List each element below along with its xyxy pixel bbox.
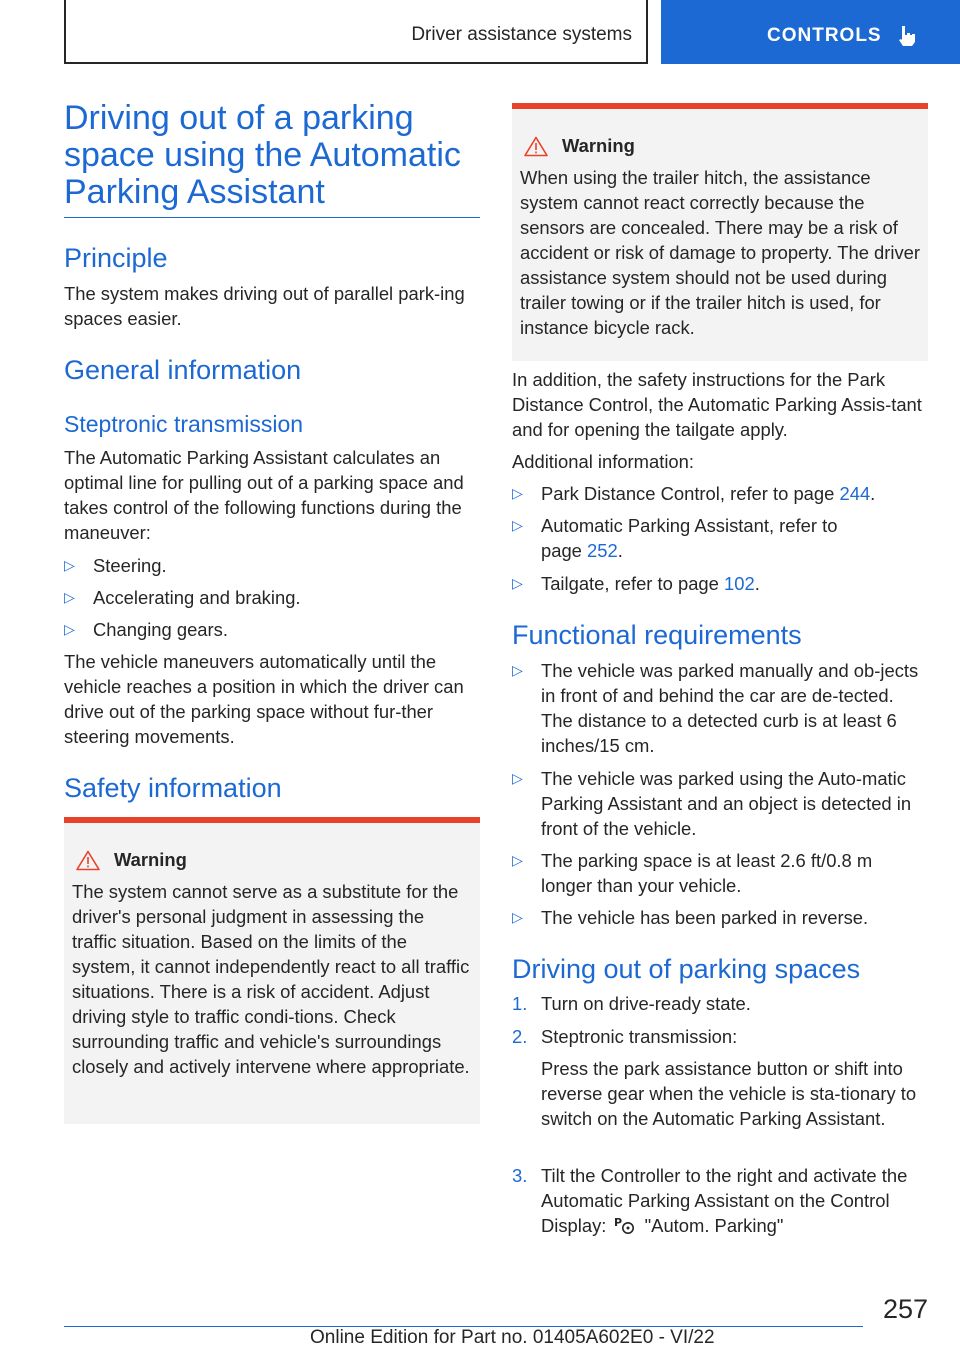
list-item: ▷ Park Distance Control, refer to page 244. — [512, 483, 876, 504]
triangle-bullet-icon: ▷ — [512, 662, 523, 678]
list-item: ▷ Tailgate, refer to page 102. — [512, 573, 760, 594]
maneuver-text: The vehicle maneuvers automatically until the vehicle reaches a position in which the driver can drive out of the parking space without fur-ther steering movements. — [64, 651, 464, 747]
list-item: 3. Tilt the Controller to the right and activate the Automatic Parking Assistant on the Control Display: P "Autom. Parking" — [512, 1165, 908, 1236]
svg-text:P: P — [613, 1216, 622, 1229]
warning-box — [512, 103, 928, 361]
triangle-bullet-icon: ▷ — [64, 557, 75, 573]
title-rule — [64, 217, 480, 218]
triangle-bullet-icon: ▷ — [512, 909, 523, 925]
page-link[interactable]: 102 — [724, 573, 755, 594]
triangle-bullet-icon: ▷ — [64, 621, 75, 637]
steptronic-heading: Steptronic transmission — [64, 411, 304, 437]
step-number: 2. — [512, 1026, 528, 1047]
page-link[interactable]: 252 — [587, 540, 618, 561]
page-number: 257 — [882, 1294, 928, 1324]
list-item: ▷ Steering. — [64, 555, 167, 576]
list-item: ▷ The vehicle has been parked in reverse. — [512, 907, 869, 928]
list-item: 1. Turn on drive-ready state. — [512, 993, 751, 1014]
triangle-bullet-icon: ▷ — [512, 485, 523, 501]
chapter-title: CONTROLS — [767, 25, 882, 46]
warning-box — [64, 817, 480, 1124]
addition-text: In addition, the safety instructions for the Park Distance Control, the Automatic Parking Assis-tant and for opening the tailgate apply. — [512, 369, 922, 440]
parking-assistant-icon — [614, 1215, 636, 1235]
step-number: 1. — [512, 993, 528, 1014]
section-title: Driver assistance systems — [411, 24, 632, 45]
principle-text: The system makes driving out of parallel park-ing spaces easier. — [64, 283, 465, 329]
principle-heading: Principle — [64, 243, 168, 273]
warning-triangle-icon — [76, 850, 100, 871]
list-item: 2. Steptronic transmission: Press the park assistance button or shift into reverse gear when the vehicle is sta-tionary to switch on the Automatic Parking Assistant. — [512, 1026, 917, 1129]
warning-title: Warning — [520, 133, 920, 159]
warning-text: The system cannot serve as a substitute for the driver's personal judgment in assessing the traffic situation. Based on the limits of the system, it cannot independently react to all traffic situations. There is a risk of accident. Adjust driving style to traffic condi-tions. Check surrounding traffic and vehicle's surroundings closely and actively intervene where appropriate. — [72, 881, 470, 1077]
edition-note: Online Edition for Part no. 01405A602E0 - VI/22 — [310, 1327, 715, 1348]
menu-item-autom-parking: "Autom. Parking" — [644, 1215, 784, 1236]
triangle-bullet-icon: ▷ — [512, 575, 523, 591]
triangle-bullet-icon: ▷ — [512, 770, 523, 786]
pointing-hand-icon — [896, 25, 918, 47]
functional-heading: Functional requirements — [512, 620, 802, 650]
warning-title: Warning — [72, 847, 472, 873]
list-item: ▷ The vehicle was parked manually and ob-jects in front of and behind the car are de-tected. The distance to a detected curb is at least 6 inches/15 cm. — [512, 660, 919, 756]
steptronic-text: The Automatic Parking Assistant calculates an optimal line for pulling out of a parking space and takes control of the following functions during the maneuver: — [64, 447, 464, 543]
warning-triangle-icon — [524, 136, 548, 157]
safety-heading: Safety information — [64, 773, 282, 803]
warning-text: When using the trailer hitch, the assistance system cannot react correctly because the sensors are concealed. There may be a risk of accident or risk of damage to property. The driver assistance system should not be used during trailer towing or if the trailer hitch is used, for instance bicycle rack. — [520, 167, 921, 338]
list-item: ▷ Automatic Parking Assistant, refer to page 252. — [512, 515, 838, 561]
additional-label: Additional information: — [512, 451, 694, 472]
triangle-bullet-icon: ▷ — [512, 852, 523, 868]
step-number: 3. — [512, 1165, 528, 1186]
page-title: Driving out of a parking space using the Automatic Parking Assistant — [64, 99, 461, 211]
page-link[interactable]: 244 — [839, 483, 871, 504]
running-header-section — [64, 0, 648, 64]
triangle-bullet-icon: ▷ — [64, 589, 75, 605]
list-item: ▷ The parking space is at least 2.6 ft/0.8 m longer than your vehicle. — [512, 850, 873, 896]
general-heading: General information — [64, 355, 302, 385]
driving-heading: Driving out of parking spaces — [512, 954, 861, 984]
triangle-bullet-icon: ▷ — [512, 517, 523, 533]
list-item: ▷ Changing gears. — [64, 619, 228, 640]
running-header-chapter — [661, 0, 960, 64]
list-item: ▷ The vehicle was parked using the Auto-matic Parking Assistant and an object is detected in front of the vehicle. — [512, 768, 912, 839]
list-item: ▷ Accelerating and braking. — [64, 587, 301, 608]
